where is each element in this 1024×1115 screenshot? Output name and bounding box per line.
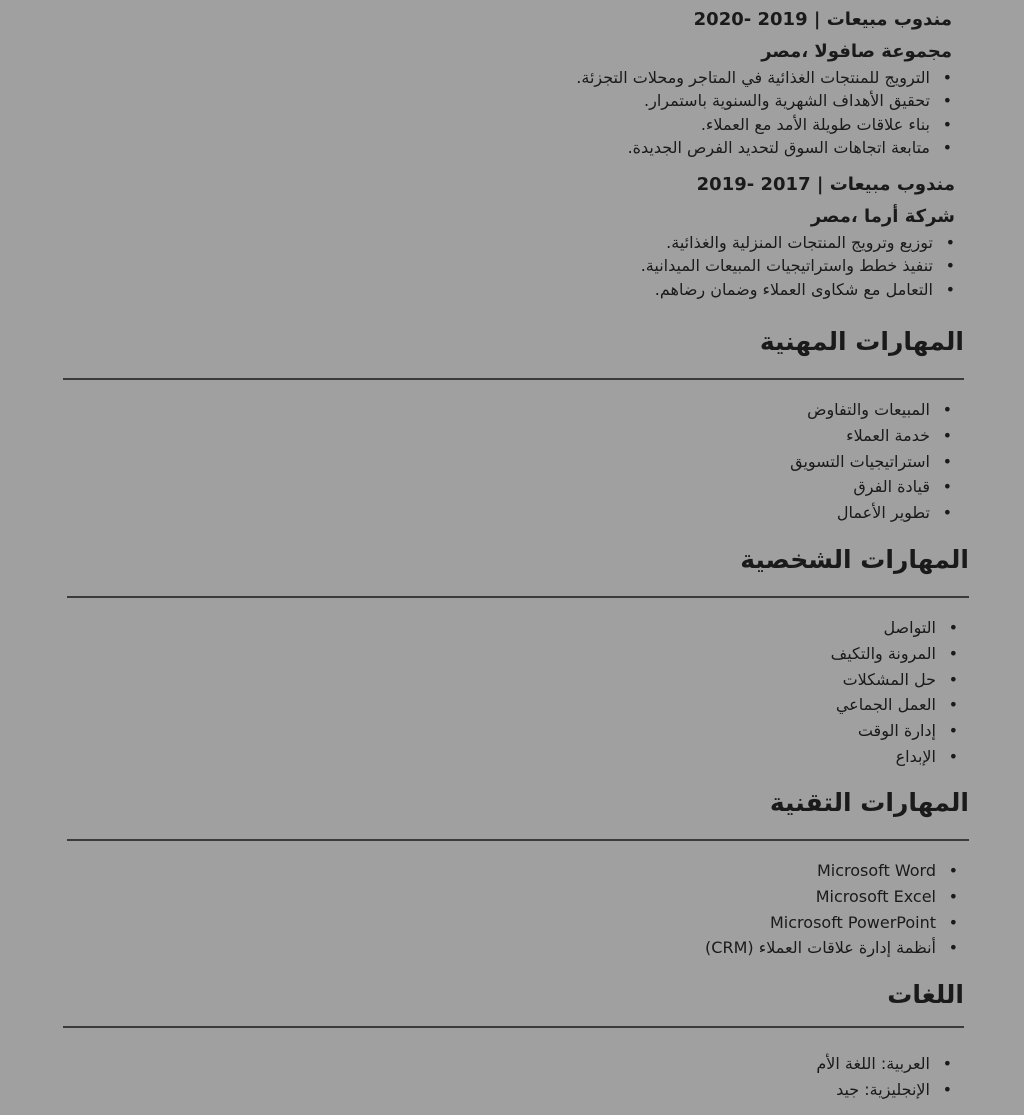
job-title-line-2: مندوب مبيعات | 2017 -2019	[696, 174, 955, 195]
section-divider	[67, 839, 969, 841]
list-item: • تنفيذ خطط واستراتيجيات المبيعات الميدانية.	[641, 254, 955, 277]
list-item: • حل المشكلات	[831, 667, 958, 693]
list-item: • خدمة العملاء	[790, 423, 952, 449]
list-item: • بناء علاقات طويلة الأمد مع العملاء.	[576, 113, 952, 136]
company-name-1: مجموعة صافولا ،مصر	[761, 41, 952, 62]
technical-skills-list	[705, 858, 958, 961]
list-item: • متابعة اتجاهات السوق لتحديد الفرص الجديدة.	[576, 136, 952, 159]
list-item: • التعامل مع شكاوى العملاء وضمان رضاهم.	[641, 278, 955, 301]
section-heading-professional-skills: المهارات المهنية	[759, 327, 964, 356]
list-item	[705, 910, 958, 936]
professional-skills-list	[790, 397, 952, 526]
list-item-text: Microsoft Excel	[815, 886, 936, 906]
list-item: • العربية: اللغة الأم	[816, 1051, 952, 1077]
list-item-text: Microsoft Word	[816, 861, 936, 880]
list-item: • تطوير الأعمال	[790, 500, 952, 526]
section-divider	[63, 378, 964, 380]
section-heading-languages: اللغات	[887, 980, 964, 1009]
list-item: • المرونة والتكيف	[831, 641, 958, 667]
section-divider	[63, 1026, 964, 1028]
list-item: • المبيعات والتفاوض	[790, 397, 952, 423]
list-item	[705, 858, 958, 884]
list-item: • إدارة الوقت	[831, 718, 958, 744]
list-item: • استراتيجيات التسويق	[790, 449, 952, 475]
list-item: • تحقيق الأهداف الشهرية والسنوية باستمرار.	[576, 89, 952, 112]
list-item: • الإبداع	[831, 744, 958, 770]
section-divider	[67, 596, 969, 598]
list-item: • أنظمة إدارة علاقات العملاء (CRM)	[705, 935, 958, 961]
company-name-2: شركة أرما ،مصر	[810, 206, 955, 227]
section-heading-technical-skills: المهارات التقنية	[769, 788, 969, 817]
list-item: • التواصل	[831, 615, 958, 641]
list-item-text: Microsoft PowerPoint	[770, 912, 936, 932]
list-item: • قيادة الفرق	[790, 474, 952, 500]
list-item	[705, 884, 958, 910]
section-heading-personal-skills: المهارات الشخصية	[740, 545, 969, 574]
list-item: • العمل الجماعي	[831, 692, 958, 718]
languages-list	[816, 1051, 952, 1103]
list-item: • توزيع وترويج المنتجات المنزلية والغذائية.	[641, 231, 955, 254]
list-item: • الإنجليزية: جيد	[816, 1077, 952, 1103]
list-item: • الترويج للمنتجات الغذائية في المتاجر ومحلات التجزئة.	[576, 66, 952, 89]
personal-skills-list	[831, 615, 958, 770]
duties-list-2	[641, 231, 955, 301]
duties-list-1	[576, 66, 952, 159]
job-title-line-1: مندوب مبيعات | 2019 -2020	[693, 9, 952, 30]
